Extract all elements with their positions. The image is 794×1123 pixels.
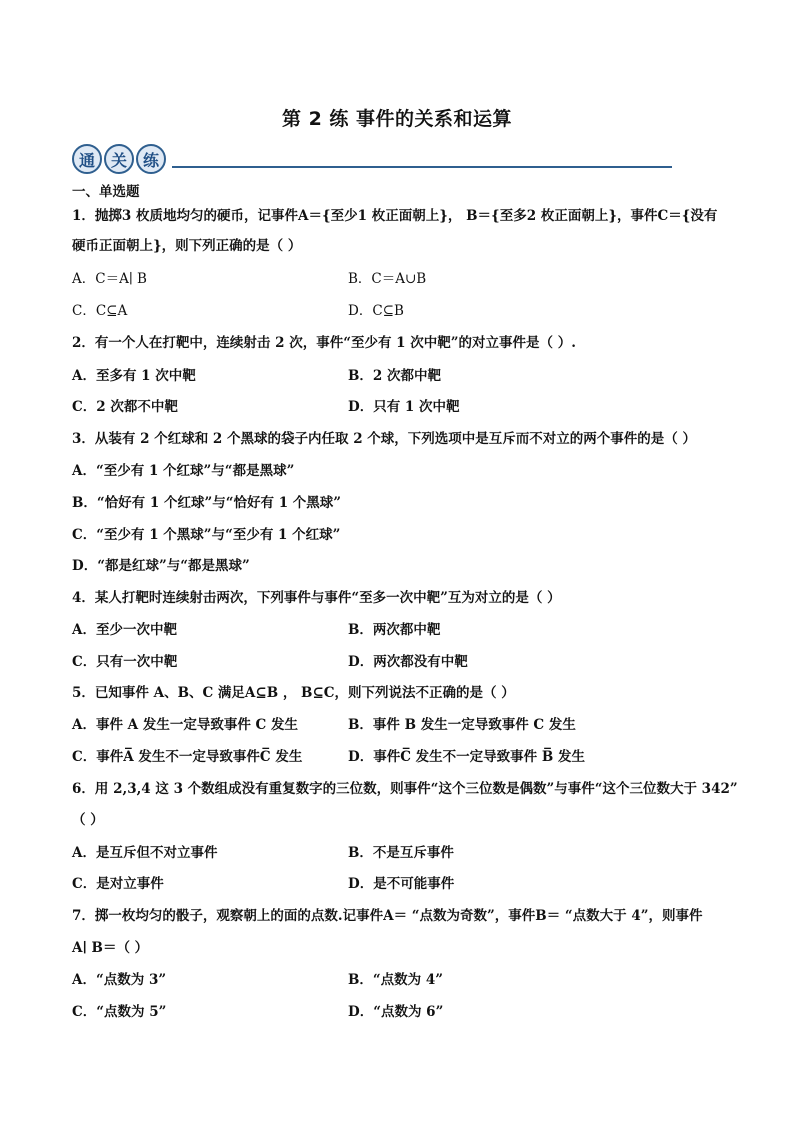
question-text: 某人打靶时连续射击两次，下列事件与事件“至多一次中靶”互为对立的是（ ） bbox=[94, 590, 561, 606]
question-text: 用 2,3,4 这 3 个数组成没有重复数字的三位数，则事件“这个三位数是偶数”与事件“这个三位数大于 342” bbox=[94, 781, 738, 797]
option-c: C．2 次都不中靶 bbox=[72, 399, 178, 415]
option-a: A．“点数为 3” bbox=[72, 972, 167, 988]
option-d: D．只有 1 次中靶 bbox=[348, 399, 460, 415]
question-number: 6． bbox=[72, 781, 95, 797]
option-d: D．“点数为 6” bbox=[348, 1004, 444, 1020]
option-b: B．C＝A∪B bbox=[348, 271, 427, 287]
option-c: C．事件A̅ 发生不一定导致事件C̅ 发生 bbox=[72, 749, 303, 765]
question-1-cont: 硬币正面朝上}，则下列正确的是（ ） bbox=[72, 238, 302, 254]
option-b: B．“恰好有 1 个红球”与“恰好有 1 个黑球” bbox=[72, 495, 342, 511]
question-7 bbox=[72, 907, 703, 925]
page-title: 第 2 练 事件的关系和运算 bbox=[281, 108, 513, 130]
question-text: 有一个人在打靶中，连续射击 2 次，事件“至少有 1 次中靶”的对立事件是（ ）. bbox=[94, 335, 576, 351]
question-4 bbox=[72, 589, 561, 607]
option-a: A．至多有 1 次中靶 bbox=[72, 368, 196, 384]
section-heading: 一、单选题 bbox=[72, 184, 140, 200]
option-b: B．“点数为 4” bbox=[348, 972, 444, 988]
option-b: B．两次都中靶 bbox=[348, 622, 441, 638]
question-number: 5． bbox=[72, 685, 95, 701]
option-a: A．C＝A∣ B bbox=[72, 271, 147, 287]
option-a: A．是互斥但不对立事件 bbox=[72, 845, 218, 861]
badge-char-2: 关 bbox=[104, 144, 134, 174]
option-a: A．“至少有 1 个红球”与“都是黑球” bbox=[72, 463, 295, 479]
header-rule bbox=[172, 166, 672, 168]
question-number: 3． bbox=[72, 431, 95, 447]
question-text: 抛掷3 枚质地均匀的硬币，记事件A＝{至少1 枚正面朝上}， B＝{至多2 枚正面朝上}，事件C＝{没有 bbox=[94, 208, 718, 224]
question-2 bbox=[72, 334, 576, 352]
badge-char-3: 练 bbox=[136, 144, 166, 174]
option-d: D．是不可能事件 bbox=[348, 876, 455, 892]
question-6-cont: （ ） bbox=[72, 812, 104, 828]
question-7-cont: A∣ B＝（ ） bbox=[72, 940, 149, 956]
question-text: 掷一枚均匀的骰子，观察朝上的面的点数.记事件A＝ “点数为奇数”，事件B＝ “点数大于 4”，则事件 bbox=[94, 908, 703, 924]
option-c: C．是对立事件 bbox=[72, 876, 164, 892]
question-5 bbox=[72, 684, 515, 702]
option-c: C．“点数为 5” bbox=[72, 1004, 167, 1020]
question-6 bbox=[72, 780, 738, 798]
option-c: C．只有一次中靶 bbox=[72, 654, 178, 670]
option-d: D．两次都没有中靶 bbox=[348, 654, 468, 670]
question-text: 已知事件 A、B、C 满足A⊆B ， B⊆C，则下列说法不正确的是（ ） bbox=[94, 685, 515, 701]
question-3 bbox=[72, 430, 696, 448]
option-b: B．不是互斥事件 bbox=[348, 845, 454, 861]
option-c: C．C⊆A bbox=[72, 303, 128, 319]
option-c: C．“至少有 1 个黑球”与“至少有 1 个红球” bbox=[72, 527, 341, 543]
question-text: 从装有 2 个红球和 2 个黑球的袋子内任取 2 个球，下列选项中是互斥而不对立的两个事件的是（ ） bbox=[94, 431, 696, 447]
option-b: B．2 次都中靶 bbox=[348, 368, 442, 384]
option-a: A．事件 A 发生一定导致事件 C 发生 bbox=[72, 717, 298, 733]
question-1 bbox=[72, 207, 717, 225]
question-number: 7． bbox=[72, 908, 95, 924]
question-number: 2． bbox=[72, 335, 95, 351]
option-d: D．C⊆B bbox=[348, 303, 404, 319]
option-d: D．事件C̅ 发生不一定导致事件 B̅ 发生 bbox=[348, 749, 585, 765]
question-number: 1． bbox=[72, 208, 95, 224]
badge-char-1: 通 bbox=[72, 144, 102, 174]
option-b: B．事件 B 发生一定导致事件 C 发生 bbox=[348, 717, 576, 733]
option-d: D．“都是红球”与“都是黑球” bbox=[72, 558, 250, 574]
option-a: A．至少一次中靶 bbox=[72, 622, 177, 638]
question-number: 4． bbox=[72, 590, 95, 606]
section-badge bbox=[72, 144, 172, 178]
